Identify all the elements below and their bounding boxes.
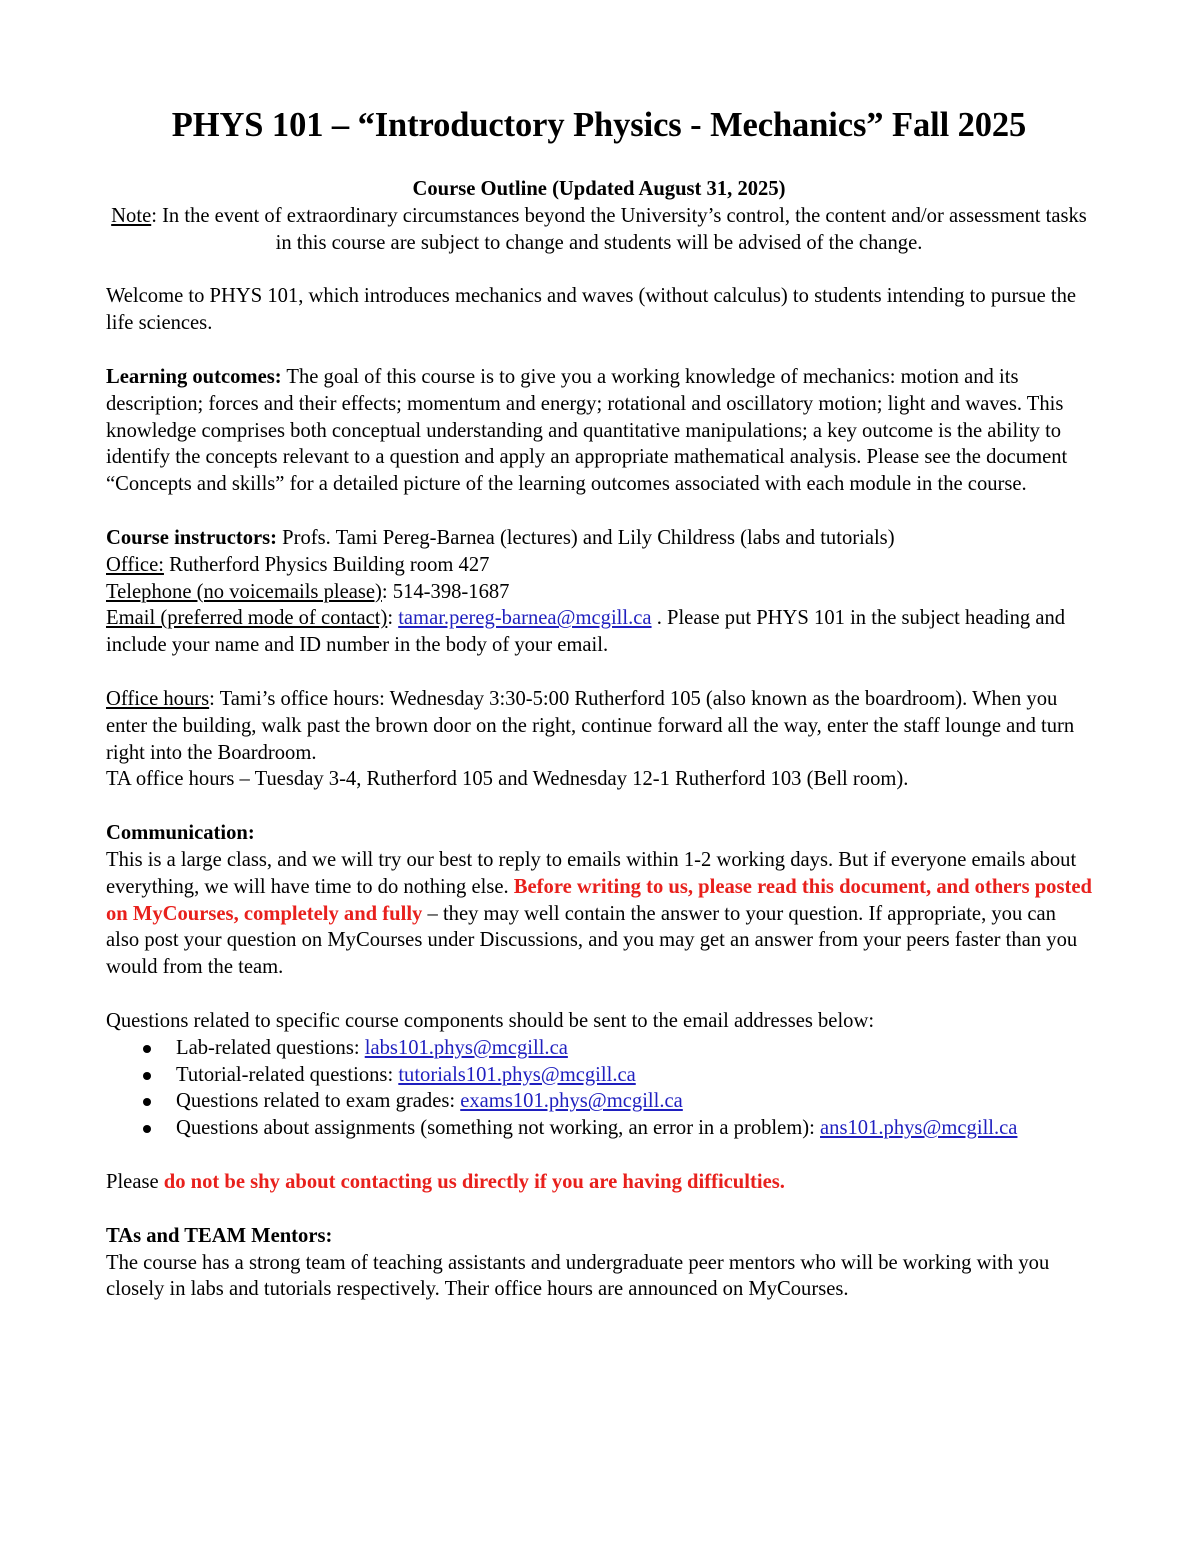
telephone-text: : 514-398-1687: [381, 580, 510, 603]
bullet-icon: [143, 1125, 151, 1133]
note-text: : In the event of extraordinary circumstances beyond the University’s control, the content and/or assessment tasks in this course are subject to change and students will be advised of the change.: [151, 204, 1087, 254]
please-prefix: Please: [106, 1170, 164, 1193]
question-label: Questions about assignments (something not working, an error in a problem):: [176, 1117, 821, 1140]
exams-email-link[interactable]: exams101.phys@mcgill.ca: [460, 1090, 683, 1113]
labs-email-link[interactable]: labs101.phys@mcgill.ca: [364, 1036, 568, 1059]
assignments-email-link[interactable]: ans101.phys@mcgill.ca: [820, 1117, 1018, 1140]
email-sep: :: [387, 607, 399, 630]
tutorials-email-link[interactable]: tutorials101.phys@mcgill.ca: [398, 1063, 636, 1086]
please-emphasis: do not be shy about contacting us directly if you are having difficulties.: [163, 1170, 785, 1193]
communication-section: [106, 820, 1092, 981]
note-label: Note: [111, 204, 152, 227]
bullet-icon: [143, 1072, 151, 1080]
ta-office-hours: TA office hours – Tuesday 3-4, Rutherford 105 and Wednesday 12-1 Rutherford 103 (Bell room).: [106, 768, 909, 791]
instructor-email-link[interactable]: tamar.pereg-barnea@mcgill.ca: [398, 607, 652, 630]
telephone-label: Telephone (no voicemails please): [106, 580, 382, 603]
questions-section: [106, 1008, 1092, 1142]
list-item: [176, 1035, 1092, 1062]
email-line: [106, 605, 1092, 659]
communication-warning: Before writing to us, please read this document, and others posted on MyCourses, completely and fully: [106, 875, 1092, 925]
instructors-line: [106, 525, 1092, 552]
question-label: Questions related to exam grades:: [176, 1090, 461, 1113]
communication-heading-text: Communication:: [106, 822, 255, 845]
instructors-section: [106, 525, 1092, 659]
office-hours-line: [106, 686, 1092, 766]
list-item: [176, 1062, 1092, 1089]
note-paragraph: [106, 203, 1092, 257]
communication-paragraph: [106, 847, 1092, 981]
instructors-text: Profs. Tami Pereg-Barnea (lectures) and Lily Childress (labs and tutorials): [277, 526, 895, 549]
email-label: Email (preferred mode of contact): [106, 607, 388, 630]
list-item: [176, 1115, 1092, 1142]
tas-paragraph: The course has a strong team of teaching assistants and undergraduate peer mentors who will be working with you closely in labs and tutorials respectively. Their office hours are announced on MyCourses.: [106, 1251, 1050, 1301]
office-label: Office:: [106, 553, 164, 576]
tas-section: [106, 1223, 1092, 1303]
welcome-paragraph: Welcome to PHYS 101, which introduces mechanics and waves (without calculus) to students intending to pursue the life sciences.: [106, 285, 1077, 335]
communication-text-after: – they may well contain the answer to your question. If appropriate, you can also post your question on MyCourses under Discussions, and you may get an answer from your peers faster than you would from the team.: [106, 902, 1078, 979]
questions-intro: Questions related to specific course components should be sent to the email addresses below:: [106, 1009, 875, 1032]
question-label: Tutorial-related questions:: [176, 1063, 399, 1086]
office-text: Rutherford Physics Building room 427: [163, 553, 490, 576]
tas-heading: [106, 1223, 1092, 1250]
list-item: [176, 1088, 1092, 1115]
learning-outcomes-text: The goal of this course is to give you a working knowledge of mechanics: motion and its description; forces and their effects; momentum and energy; rotational and oscillatory motion; light and waves. This knowledge comprises both conceptual understanding and quantitative manipulations; a key outcome is the ability to identify the concepts relevant to a question and apply an appropriate mathematical analysis. Please see the document “Concepts and skills” for a detailed picture of the learning outcomes associated with each module in the course.: [106, 365, 1068, 496]
please-paragraph: [106, 1169, 1092, 1196]
communication-heading: [106, 820, 1092, 847]
outline-subtitle: Course Outline (Updated August 31, 2025): [412, 178, 786, 200]
office-hours-section: [106, 686, 1092, 793]
office-hours-label: Office hours: [106, 687, 210, 710]
learning-outcomes-heading: Learning outcomes:: [106, 365, 282, 388]
bullet-icon: [143, 1045, 151, 1053]
page-title: PHYS 101 – “Introductory Physics - Mechanics” Fall 2025: [171, 106, 1027, 144]
learning-outcomes-paragraph: [106, 364, 1092, 498]
question-label: Lab-related questions:: [176, 1036, 365, 1059]
instructors-heading: Course instructors:: [106, 526, 278, 549]
email-instructions: . Please put PHYS 101 in the subject heading and include your name and ID number in the body of your email.: [106, 607, 1066, 657]
office-line: [106, 552, 1092, 579]
tas-heading-text: TAs and TEAM Mentors:: [106, 1224, 333, 1247]
questions-list: [106, 1035, 1092, 1142]
telephone-line: [106, 579, 1092, 606]
communication-text-before: This is a large class, and we will try our best to reply to emails within 1-2 working days. But if everyone emails about everything, we will have time to do nothing else.: [106, 848, 1077, 898]
bullet-icon: [143, 1098, 151, 1106]
office-hours-text: : Tami’s office hours: Wednesday 3:30-5:00 Rutherford 105 (also known as the boardroom). When you enter the building, walk past the brown door on the right, continue forward all the way, enter the staff lounge and turn right into the Boardroom.: [106, 687, 1075, 764]
